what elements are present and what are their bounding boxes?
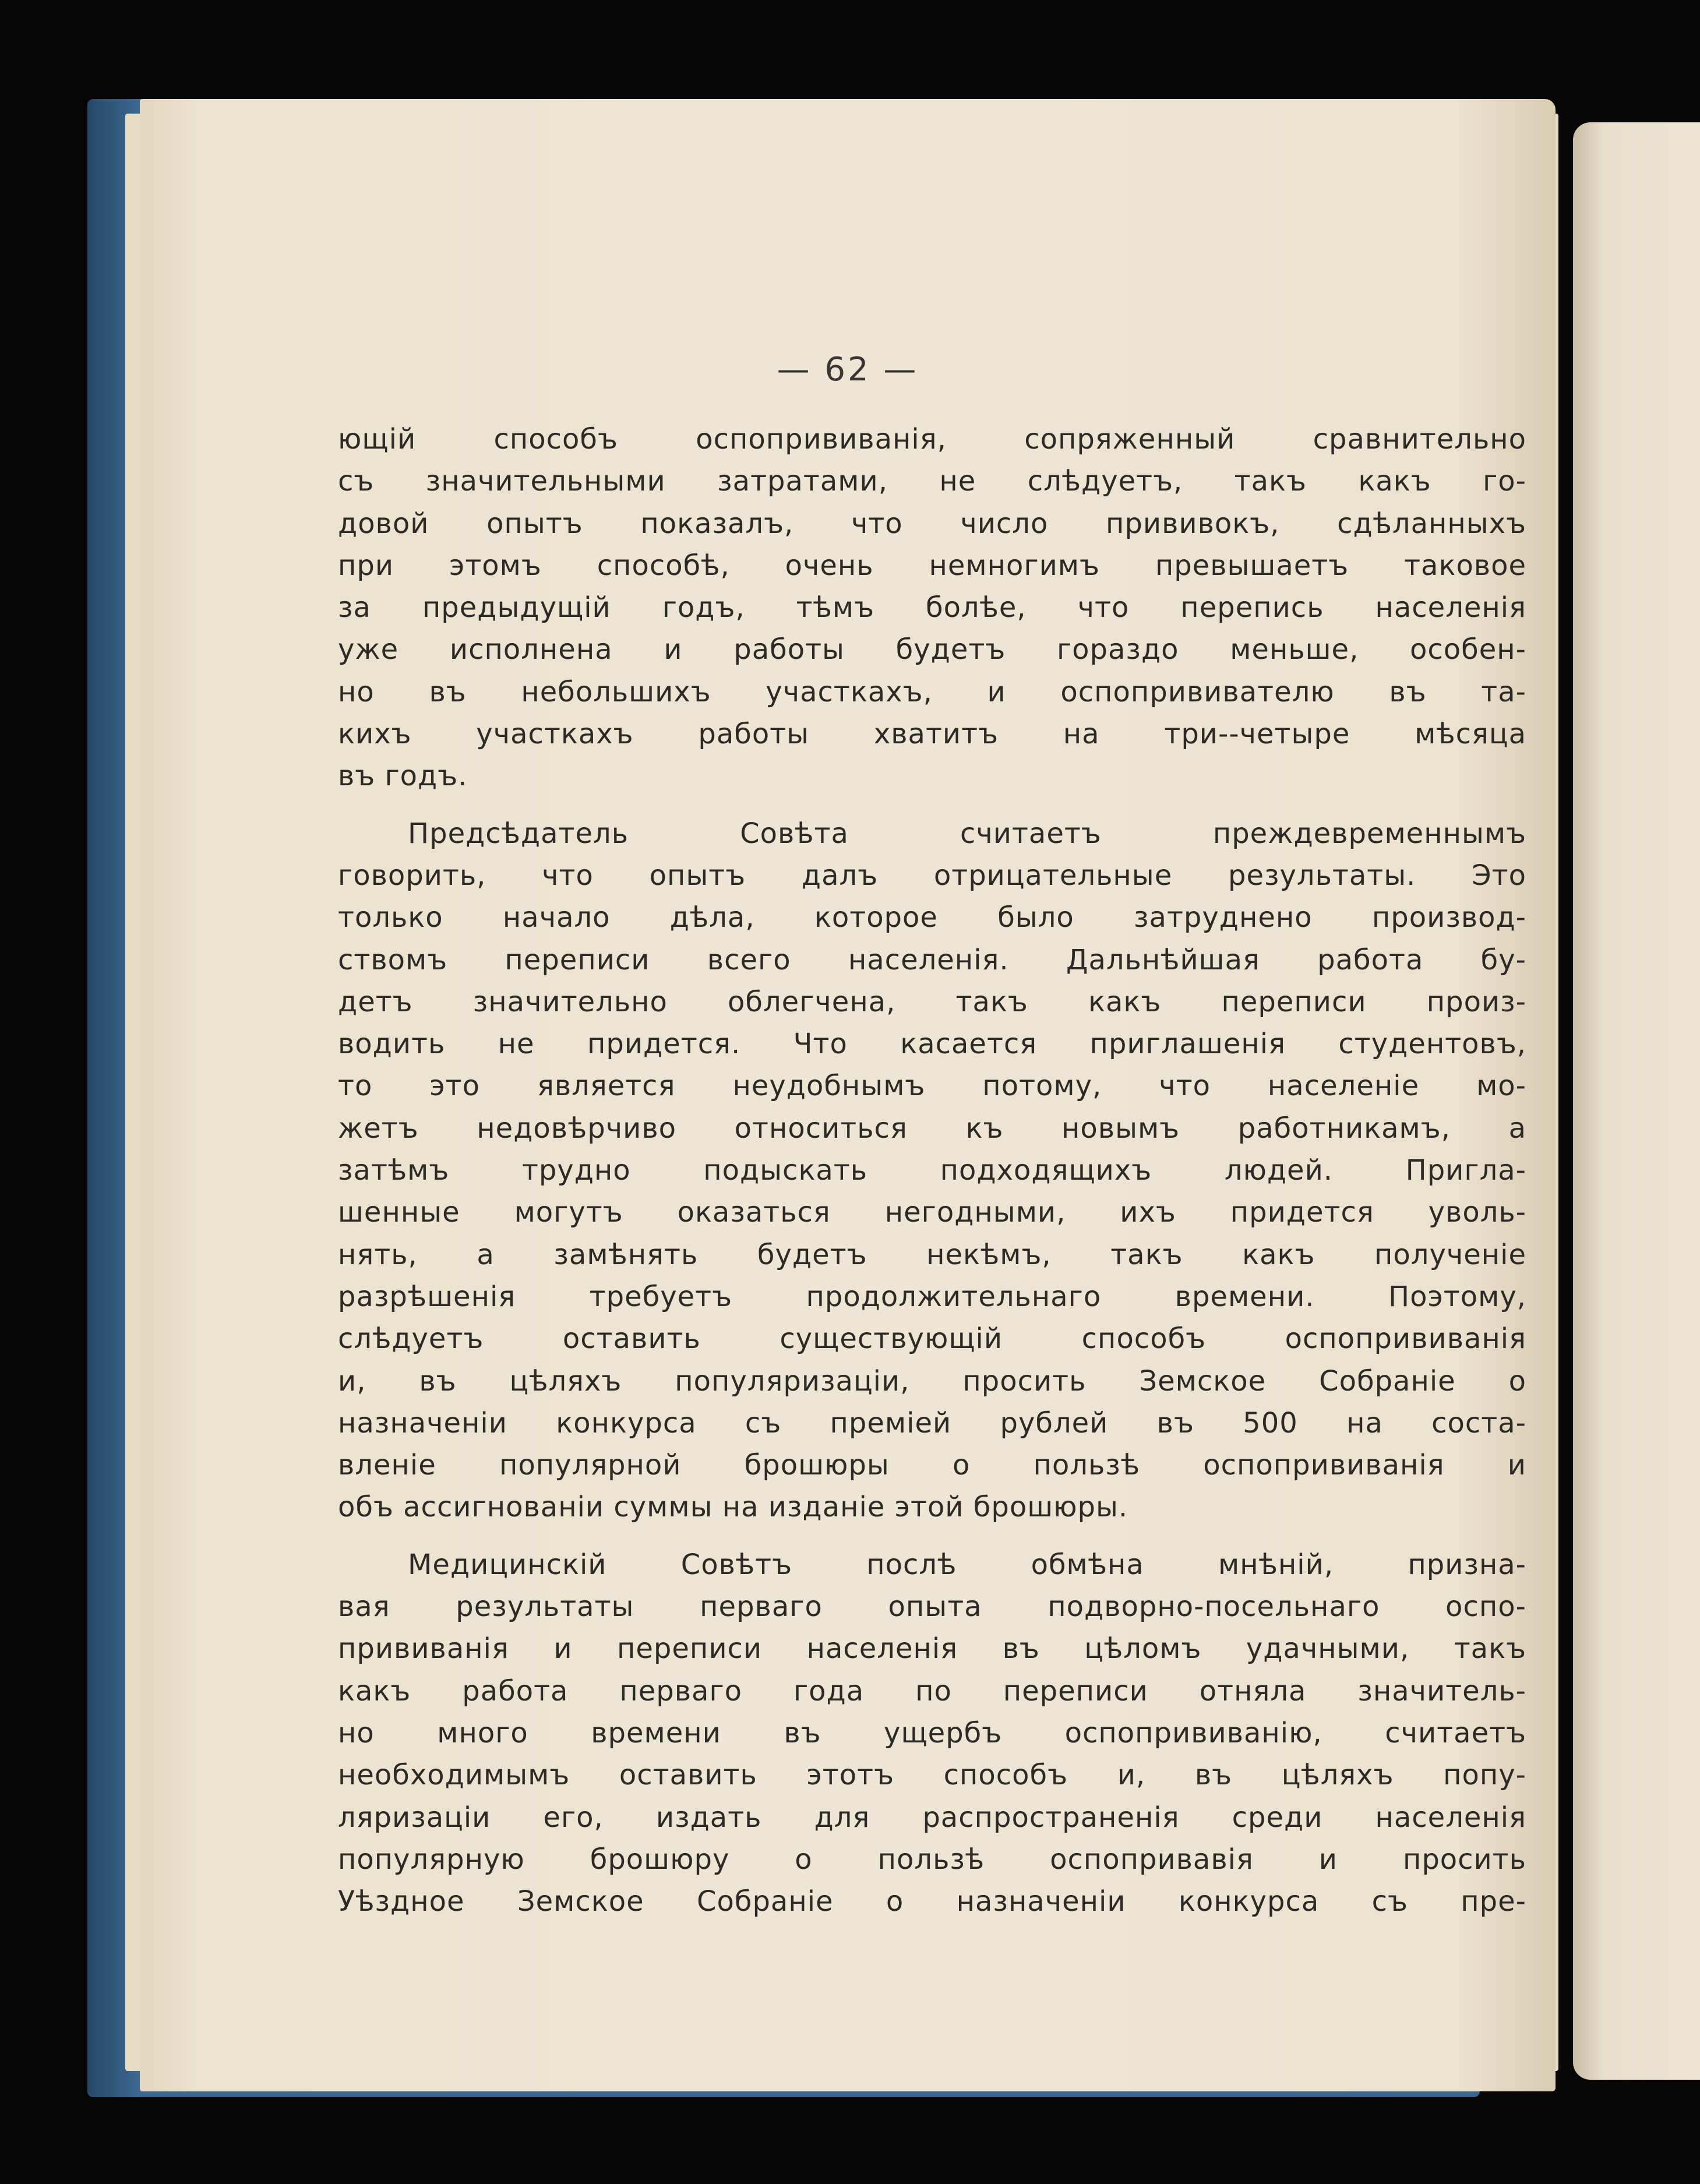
text-line: водить не придется. Что касается приглашенія студентовъ, <box>338 1028 1526 1061</box>
book-page <box>140 99 1556 2091</box>
facing-page <box>1573 122 1700 2080</box>
page-number: — 62 — <box>777 351 919 389</box>
text-line: то это является неудобнымъ потому, что населеніе мо- <box>338 1070 1526 1103</box>
text-line: кихъ участкахъ работы хватитъ на три--четыре мѣсяца <box>338 718 1526 751</box>
text-line: вая результаты перваго опыта подворно-посельнаго оспо- <box>338 1590 1526 1624</box>
text-line: детъ значительно облегчена, такъ какъ переписи произ- <box>338 985 1526 1018</box>
text-line: говорить, что опытъ далъ отрицательные результаты. Это <box>338 859 1526 892</box>
text-line: въ годъ. <box>338 760 468 793</box>
text-line: Уѣздное Земское Собраніе о назначеніи конкурса съ пре- <box>338 1885 1526 1918</box>
text-line: необходимымъ оставить этотъ способъ и, въ цѣляхъ попу- <box>338 1759 1526 1792</box>
text-line: объ ассигнованіи суммы на изданіе этой брошюры. <box>338 1491 1128 1524</box>
text-line: вленіе популярной брошюры о пользѣ оспопрививанія и <box>338 1449 1526 1482</box>
text-line: при этомъ способѣ, очень немногимъ превышаетъ таковое <box>338 549 1526 582</box>
text-line: разрѣшенія требуетъ продолжительнаго времени. Поэтому, <box>338 1280 1526 1313</box>
text-line: назначеніи конкурса съ преміей рублей въ 500 на соста- <box>338 1406 1526 1439</box>
text-line: популярную брошюру о пользѣ оспопривавія и просить <box>338 1843 1526 1876</box>
text-line: нять, а замѣнять будетъ некѣмъ, такъ какъ полученіе <box>338 1238 1526 1271</box>
text-line: но много времени въ ущербъ оспопрививанію, считаетъ <box>338 1716 1526 1749</box>
text-line: шенные могутъ оказаться негодными, ихъ придется уволь- <box>338 1196 1526 1229</box>
text-line: слѣдуетъ оставить существующій способъ оспопрививанія <box>338 1322 1526 1356</box>
text-line: Медицинскій Совѣтъ послѣ обмѣна мнѣній, призна- <box>408 1548 1526 1581</box>
text-line: ляризаціи его, издать для распространенія среди населенія <box>338 1801 1526 1834</box>
paragraph-3 <box>338 1544 1526 1923</box>
page-text <box>338 418 1526 1922</box>
paragraph-2 <box>338 813 1526 1529</box>
text-line: прививанія и переписи населенія въ цѣломъ удачными, такъ <box>338 1632 1526 1666</box>
text-line: только начало дѣла, которое было затруднено производ- <box>338 901 1526 934</box>
text-line: ющій способъ оспопрививанія, сопряженный сравнительно <box>338 423 1526 456</box>
text-line: и, въ цѣляхъ популяризаціи, просить Земское Собраніе о <box>338 1364 1526 1398</box>
text-line: затѣмъ трудно подыскать подходящихъ людей. Пригла- <box>338 1154 1526 1187</box>
text-line: но въ небольшихъ участкахъ, и оспопрививателю въ та- <box>338 675 1526 708</box>
text-line: уже исполнена и работы будетъ гораздо меньше, особен- <box>338 633 1526 666</box>
text-line: довой опытъ показалъ, что число прививокъ, сдѣланныхъ <box>338 507 1526 540</box>
text-line: ствомъ переписи всего населенія. Дальнѣйшая работа бу- <box>338 943 1526 976</box>
text-line: жетъ недовѣрчиво относиться къ новымъ работникамъ, а <box>338 1112 1526 1145</box>
paragraph-1 <box>338 418 1526 798</box>
text-line: съ значительными затратами, не слѣдуетъ, такъ какъ го- <box>338 465 1526 498</box>
text-line: за предыдущій годъ, тѣмъ болѣе, что перепись населенія <box>338 591 1526 624</box>
text-line: Предсѣдатель Совѣта считаетъ преждевременнымъ <box>408 817 1526 850</box>
text-line: какъ работа перваго года по переписи отняла значитель- <box>338 1674 1526 1707</box>
